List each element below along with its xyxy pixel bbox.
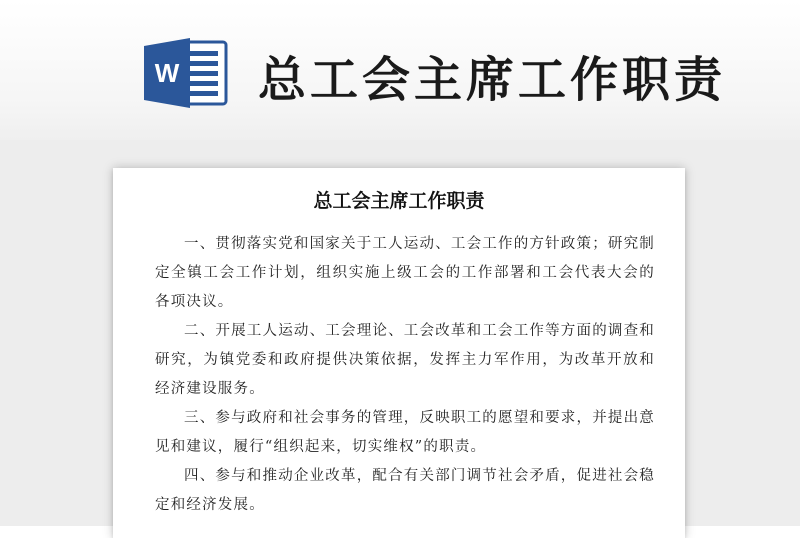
word-logo-letter: W: [154, 58, 180, 88]
paragraph: 二、开展工人运动、工会理论、工会改革和工会工作等方面的调查和研究，为镇党委和政府提供决策依据，发挥主力军作用，为改革开放和经济建设服务。: [155, 323, 655, 397]
paragraph: 一、贯彻落实党和国家关于工人运动、工会工作的方针政策；研究制定全镇工会工作计划，组织实施上级工会的工作部署和工会代表大会的各项决议。: [155, 236, 655, 310]
paragraph: 三、参与政府和社会事务的管理，反映职工的愿望和要求，并提出意见和建议，履行“组织起来，切实维权”的职责。: [155, 410, 655, 455]
document-page: [113, 168, 685, 538]
word-document-icon: [142, 36, 228, 110]
header-banner: [0, 0, 800, 140]
paragraph: 四、参与和推动企业改革，配合有关部门调节社会矛盾，促进社会稳定和经济发展。: [155, 468, 655, 513]
banner-title: 总工会主席工作职责: [258, 52, 727, 108]
document-title: 总工会主席工作职责: [313, 190, 485, 212]
document-body: [155, 230, 655, 520]
